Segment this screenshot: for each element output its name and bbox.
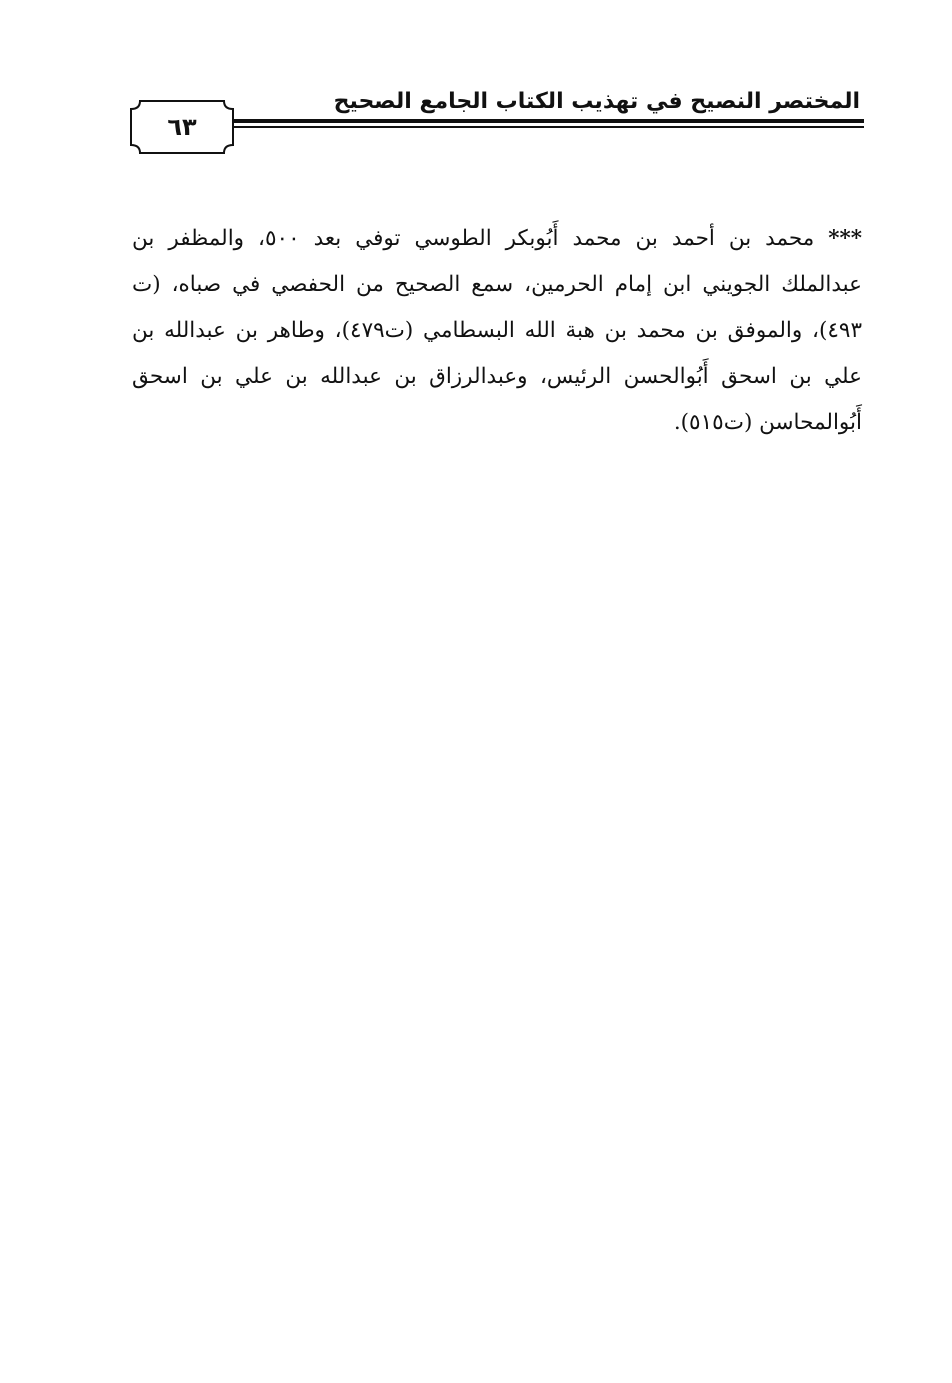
header-rule-thin [234,126,864,128]
running-header [128,84,864,160]
header-rule-thick [234,119,864,123]
paragraph [132,216,862,446]
paragraph-text: محمد بن أحمد بن محمد أَبُوبكر الطوسي توفي بعد ٥٠٠، والمظفر بن عبدالملك الجويني ابن إمام الحرمين، سمع الصحيح من الحفصي في صباه، (ت ٤٩٣)، والموفق بن محمد بن هبة الله البسطامي (ت٤٧٩)، وطاهر بن عبدالله بن علي بن اسحق أَبُوالحسن الرئيس، وعبدالرزاق بن عبدالله بن علي بن اسحق أَبُوالمحاسن (ت٥١٥). [132,226,862,435]
page-number-frame [130,100,234,154]
book-title: المختصر النصيح في تهذيب الكتاب الجامع الصحيح [333,89,860,114]
note-marker: *** [828,226,862,251]
body-text [132,216,862,446]
page-number: ٦٣ [167,113,197,141]
